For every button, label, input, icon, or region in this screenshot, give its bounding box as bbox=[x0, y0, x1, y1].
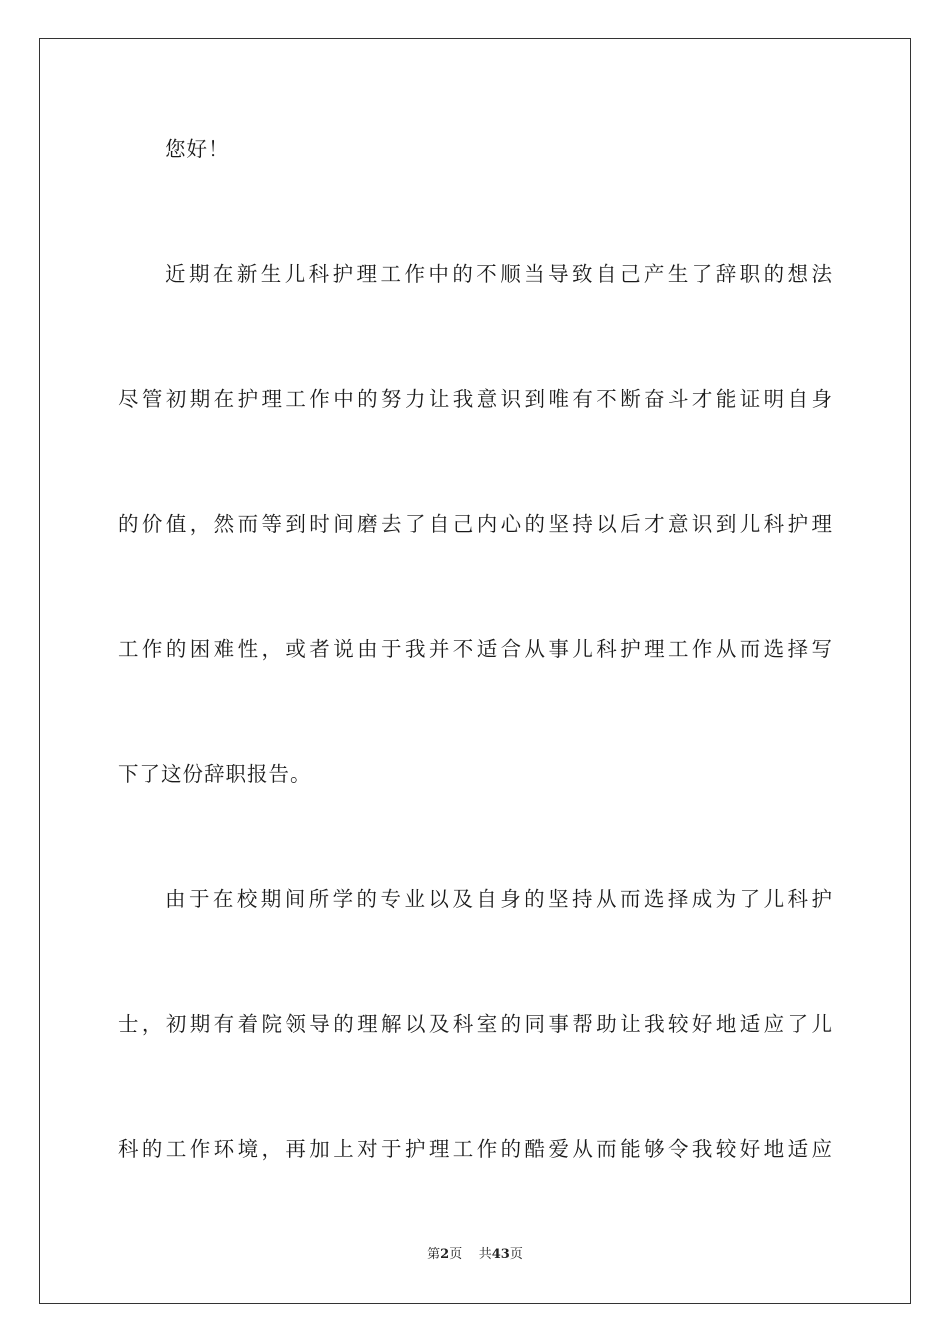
paragraph-2-line-3: 科的工作环境，再加上对于护理工作的酷爱从而能够令我较好地适应 bbox=[118, 1137, 832, 1161]
paragraph-2-line-2: 士，初期有着院领导的理解以及科室的同事帮助让我较好地适应了儿 bbox=[118, 1012, 832, 1036]
page-suffix: 页 bbox=[449, 1247, 463, 1262]
paragraph-2-line-1: 由于在校期间所学的专业以及自身的坚持从而选择成为了儿科护 bbox=[165, 887, 832, 911]
page-number: 2 bbox=[440, 1247, 450, 1262]
page-frame bbox=[39, 38, 911, 1304]
page-prefix: 第 bbox=[427, 1247, 441, 1262]
total-pages: 43 bbox=[491, 1247, 510, 1262]
paragraph-1-line-2: 尽管初期在护理工作中的努力让我意识到唯有不断奋斗才能证明自身 bbox=[118, 387, 832, 411]
total-suffix: 页 bbox=[509, 1247, 523, 1262]
paragraph-1-line-4: 工作的困难性，或者说由于我并不适合从事儿科护理工作从而选择写 bbox=[118, 637, 832, 661]
total-prefix: 共 bbox=[478, 1247, 492, 1262]
paragraph-1-line-3: 的价值，然而等到时间磨去了自己内心的坚持以后才意识到儿科护理 bbox=[118, 512, 832, 536]
greeting: 您好！ bbox=[165, 137, 230, 161]
paragraph-1-line-1: 近期在新生儿科护理工作中的不顺当导致自己产生了辞职的想法 bbox=[165, 262, 832, 286]
page-footer bbox=[0, 1247, 950, 1263]
paragraph-1-line-5: 下了这份辞职报告。 bbox=[118, 762, 312, 786]
